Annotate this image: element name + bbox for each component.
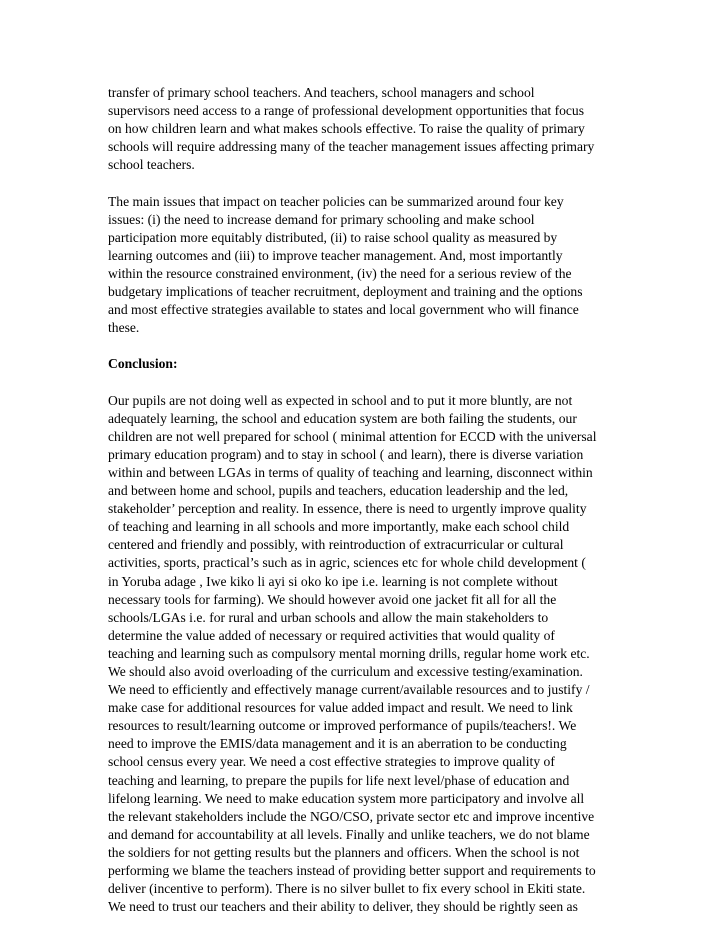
- text-line: issues: (i) the need to increase demand for primary schooling and make school: [108, 211, 535, 227]
- text-line: school census every year. We need a cost effective strategies to improve quality of: [108, 754, 555, 770]
- text-line: in Yoruba adage , Iwe kiko li ayi si oko ko ipe i.e. learning is not complete without: [108, 573, 558, 589]
- document-body: [108, 84, 628, 916]
- text-line: these.: [108, 320, 140, 336]
- text-line: stakeholder’ perception and reality. In essence, there is need to urgently improve quality: [108, 501, 587, 517]
- text-line: lifelong learning. We need to make education system more participatory and involve all: [108, 790, 585, 806]
- text-line: performing we blame the teachers instead of providing better support and requirements to: [108, 863, 596, 879]
- paragraph-spacer: [108, 337, 628, 355]
- text-line: necessary tools for farming). We should however avoid one jacket fit all for all the: [108, 591, 557, 607]
- text-line: budgetary implications of teacher recruitment, deployment and training and the options: [108, 284, 583, 300]
- text-line: We should also avoid overloading of the curriculum and excessive testing/examination.: [108, 664, 583, 679]
- paragraph-spacer: [108, 374, 628, 392]
- text-line: within and between LGAs in terms of quality of teaching and learning, disconnect within: [108, 464, 593, 480]
- text-line: the relevant stakeholders include the NGO/CSO, private sector etc and improve incentive: [108, 808, 595, 824]
- text-line: school teachers.: [108, 157, 195, 173]
- text-line: determine the value added of necessary or required activities that would quality of: [108, 627, 555, 643]
- text-line: schools/LGAs i.e. for rural and urban schools and allow the main stakeholders to: [108, 609, 549, 625]
- text-line: and demand for accountability at all levels. Finally and unlike teachers, we do not blame: [108, 826, 590, 842]
- text-line: We need to efficiently and effectively manage current/available resources and to justify /: [108, 682, 590, 698]
- paragraph-main-issues: [108, 193, 628, 338]
- text-line: transfer of primary school teachers. And teachers, school managers and school: [108, 85, 535, 100]
- text-line: within the resource constrained environment, (iv) the need for a serious review of the: [108, 265, 572, 281]
- text-line: the soldiers for not getting results but the planners and officers. When the school is not: [108, 844, 580, 860]
- text-line: on how children learn and what makes schools effective. To raise the quality of primary: [108, 121, 585, 137]
- paragraph-conclusion: [108, 392, 628, 917]
- text-line: primary education program) and to stay in school ( and learn), there is diverse variation: [108, 446, 584, 462]
- text-line: deliver (incentive to perform). There is no silver bullet to fix every school in Ekiti state.: [108, 881, 586, 897]
- paragraph-spacer: [108, 174, 628, 192]
- text-line: learning outcomes and (iii) to improve teacher management. And, most importantly: [108, 247, 563, 263]
- text-line: We need to trust our teachers and their ability to deliver, they should be rightly seen as: [108, 899, 578, 915]
- text-line: The main issues that impact on teacher policies can be summarized around four key: [108, 193, 564, 209]
- text-line: activities, sports, practical’s such as in agric, sciences etc for whole child development (: [108, 555, 586, 571]
- section-heading-conclusion: Conclusion:: [108, 356, 178, 372]
- text-line: participation more equitably distributed, (ii) to raise school quality as measured by: [108, 229, 558, 245]
- text-line: teaching and learning, to prepare the pupils for life next level/phase of education and: [108, 772, 570, 788]
- text-line: of teaching and learning in all schools and more importantly, make each school child: [108, 519, 570, 535]
- text-line: and most effective strategies available to states and local government who will finance: [108, 302, 579, 318]
- text-line: teaching and learning such as compulsory mental morning drills, regular home work etc.: [108, 645, 590, 661]
- text-line: resources to result/learning outcome or improved performance of pupils/teachers!. We: [108, 718, 577, 734]
- text-line: make case for additional resources for value added impact and result. We need to link: [108, 700, 573, 716]
- text-line: need to improve the EMIS/data management and it is an aberration to be conducting: [108, 736, 567, 752]
- text-line: centered and friendly and possibly, with reintroduction of extracurricular or cultural: [108, 537, 564, 553]
- text-line: Our pupils are not doing well as expected in school and to put it more bluntly, are not: [108, 392, 573, 408]
- text-line: adequately learning, the school and education system are both failing the students, our: [108, 410, 577, 426]
- text-line: schools will require addressing many of the teacher management issues affecting primary: [108, 139, 595, 155]
- text-line: and between home and school, pupils and teachers, education leadership and the led,: [108, 483, 569, 499]
- text-line: supervisors need access to a range of professional development opportunities that focus: [108, 103, 585, 119]
- paragraph-teacher-development: [108, 84, 628, 174]
- text-line: children are not well prepared for school ( minimal attention for ECCD with the universal: [108, 428, 597, 444]
